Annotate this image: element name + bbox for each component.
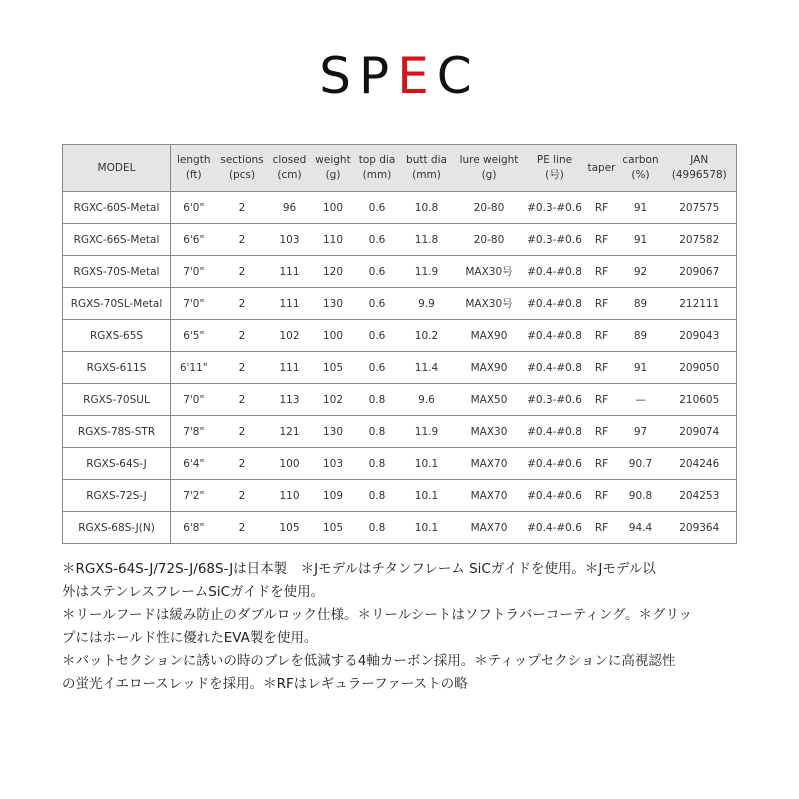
table-cell: 0.6 [355,288,400,320]
column-header [585,145,619,192]
table-cell: 2 [217,416,268,448]
table-cell: #0.4-#0.8 [525,416,585,448]
column-header-label: taper [587,161,616,174]
table-cell: MAX90 [454,320,525,352]
column-header [312,145,355,192]
table-cell: #0.3-#0.6 [525,384,585,416]
table-cell: 110 [312,224,355,256]
table-cell: 207582 [663,224,737,256]
table-cell: 91 [619,224,663,256]
table-row [63,384,737,416]
table-cell: 2 [217,288,268,320]
note-line: プにはホールド性に優れたEVA製を使用。 [62,630,318,646]
table-cell: 102 [312,384,355,416]
table-cell: 0.6 [355,256,400,288]
column-header-unit: (号) [545,169,564,181]
table-cell: 105 [268,512,312,544]
table-row [63,320,737,352]
table-cell: 89 [619,320,663,352]
note-line: 外はステンレスフレームSiCガイドを使用。 [62,584,325,600]
model-cell: RGXC-66S-Metal [63,224,171,256]
table-cell: #0.4-#0.8 [525,320,585,352]
table-cell: RF [585,320,619,352]
column-header-label: length [177,154,211,166]
table-cell: 111 [268,288,312,320]
table-row [63,352,737,384]
table-cell: 204253 [663,480,737,512]
table-cell: MAX70 [454,512,525,544]
table-cell: 111 [268,256,312,288]
table-cell: 11.4 [400,352,454,384]
column-header-unit: (g) [325,169,341,181]
table-cell: #0.3-#0.6 [525,192,585,224]
model-cell: RGXS-70S-Metal [63,256,171,288]
table-cell: 92 [619,256,663,288]
table-cell: 0.6 [355,192,400,224]
table-cell: 7'8" [171,416,217,448]
table-cell: 6'8" [171,512,217,544]
table-cell: 10.8 [400,192,454,224]
column-header-unit: (%) [631,169,650,181]
column-header [355,145,400,192]
model-cell: RGXS-68S-J(N) [63,512,171,544]
table-cell: 100 [312,192,355,224]
table-cell: 89 [619,288,663,320]
column-header-unit: (ft) [185,169,202,181]
table-cell: #0.4-#0.6 [525,448,585,480]
table-cell: 209067 [663,256,737,288]
table-cell: 0.6 [355,352,400,384]
table-cell: 209364 [663,512,737,544]
title-part3: C [436,47,480,105]
column-header-label: butt dia [406,154,447,166]
column-header [619,145,663,192]
table-cell: #0.3-#0.6 [525,224,585,256]
table-cell: #0.4-#0.8 [525,256,585,288]
column-header-label: top dia [358,154,396,166]
table-row [63,192,737,224]
table-cell: 20-80 [454,192,525,224]
table-cell: RF [585,384,619,416]
table-cell: 91 [619,352,663,384]
table-cell: 105 [312,512,355,544]
table-cell: MAX70 [454,448,525,480]
table-cell: #0.4-#0.6 [525,512,585,544]
column-header-unit: (cm) [277,169,302,181]
table-cell: MAX70 [454,480,525,512]
table-cell: 6'0" [171,192,217,224]
table-cell: MAX90 [454,352,525,384]
table-cell: 9.6 [400,384,454,416]
table-cell: #0.4-#0.8 [525,288,585,320]
table-cell: 209074 [663,416,737,448]
table-cell: 103 [268,224,312,256]
table-cell: 0.8 [355,416,400,448]
note-line: の蛍光イエロースレッドを採用。＊RFはレギュラーファーストの略 [62,676,468,692]
table-cell: RF [585,224,619,256]
table-cell: 204246 [663,448,737,480]
table-row [63,480,737,512]
column-header-unit: (mm) [362,169,392,181]
table-cell: 97 [619,416,663,448]
title-accent-letter: E [397,47,437,105]
table-cell: 11.8 [400,224,454,256]
table-cell: 7'2" [171,480,217,512]
table-cell: 7'0" [171,256,217,288]
table-cell: 6'5" [171,320,217,352]
table-cell: 91 [619,192,663,224]
table-cell: 10.1 [400,448,454,480]
column-header-label: sections [220,154,264,166]
table-cell: 212111 [663,288,737,320]
table-cell: 0.6 [355,224,400,256]
table-row [63,512,737,544]
table-cell: 2 [217,256,268,288]
page-title [0,48,799,104]
table-cell: 90.8 [619,480,663,512]
table-cell: — [619,384,663,416]
table-cell: RF [585,352,619,384]
model-cell: RGXS-611S [63,352,171,384]
table-cell: 109 [312,480,355,512]
table-cell: 103 [312,448,355,480]
table-cell: 0.8 [355,512,400,544]
table-cell: 7'0" [171,288,217,320]
table-cell: RF [585,192,619,224]
table-cell: 102 [268,320,312,352]
note-line: ＊RGXS-64S-J/72S-J/68S-Jは日本製 ＊Jモデルはチタンフレーム SiCガイドを使用。＊Jモデル以 [62,561,656,577]
column-header [454,145,525,192]
table-cell: MAX50 [454,384,525,416]
table-cell: 113 [268,384,312,416]
table-cell: 207575 [663,192,737,224]
table-cell: RF [585,448,619,480]
table-cell: 130 [312,288,355,320]
model-cell: RGXS-78S-STR [63,416,171,448]
column-header-unit: (4996578) [671,169,727,181]
table-cell: 111 [268,352,312,384]
column-header-label: MODEL [97,161,136,174]
column-header [217,145,268,192]
table-cell: RF [585,288,619,320]
table-cell: 2 [217,192,268,224]
table-cell: 120 [312,256,355,288]
table-cell: 11.9 [400,416,454,448]
table-row [63,416,737,448]
table-cell: 2 [217,448,268,480]
table-cell: 105 [312,352,355,384]
table-row [63,256,737,288]
model-cell: RGXS-64S-J [63,448,171,480]
note-line: ＊リールフードは緩み防止のダブルロック仕様。＊リールシートはソフトラバーコーティング。＊グリッ [62,607,692,623]
table-cell: 10.1 [400,480,454,512]
table-cell: 110 [268,480,312,512]
model-cell: RGXS-70SUL [63,384,171,416]
table-cell: 210605 [663,384,737,416]
model-cell: RGXS-70SL-Metal [63,288,171,320]
table-cell: 0.8 [355,448,400,480]
table-cell: RF [585,416,619,448]
table-cell: 0.8 [355,384,400,416]
note-line: ＊バットセクションに誘いの時のブレを低減する4軸カーボン採用。＊ティップセクションに高視認性 [62,653,676,669]
column-header [525,145,585,192]
table-cell: 94.4 [619,512,663,544]
table-row [63,288,737,320]
table-cell: 6'6" [171,224,217,256]
table-cell: 6'4" [171,448,217,480]
model-cell: RGXS-72S-J [63,480,171,512]
column-header [663,145,737,192]
table-cell: MAX30号 [454,288,525,320]
table-cell: 9.9 [400,288,454,320]
column-header [171,145,217,192]
column-header [268,145,312,192]
table-cell: #0.4-#0.6 [525,480,585,512]
column-header-unit: (pcs) [228,169,256,181]
table-row [63,224,737,256]
column-header-label: PE line [536,154,573,166]
table-cell: 2 [217,352,268,384]
table-cell: MAX30号 [454,256,525,288]
column-header-label: closed [272,154,307,166]
table-cell: RF [585,256,619,288]
table-cell: 121 [268,416,312,448]
table-cell: 130 [312,416,355,448]
table-cell: RF [585,512,619,544]
column-header-label: carbon [622,154,659,166]
column-header-unit: (g) [481,169,497,181]
table-cell: 7'0" [171,384,217,416]
table-cell: 100 [268,448,312,480]
model-cell: RGXC-60S-Metal [63,192,171,224]
table-cell: 2 [217,480,268,512]
table-cell: 20-80 [454,224,525,256]
model-cell: RGXS-65S [63,320,171,352]
table-cell: 2 [217,512,268,544]
table-cell: 10.1 [400,512,454,544]
table-row [63,448,737,480]
spec-table-body [63,192,737,544]
notes [62,558,742,696]
column-header-label: JAN [690,154,709,166]
table-cell: RF [585,480,619,512]
table-cell: 96 [268,192,312,224]
column-header [400,145,454,192]
column-header [63,145,171,192]
table-cell: #0.4-#0.8 [525,352,585,384]
title-part1: SP [319,47,398,105]
table-cell: 6'11" [171,352,217,384]
table-cell: 11.9 [400,256,454,288]
table-cell: 2 [217,320,268,352]
table-cell: 100 [312,320,355,352]
table-cell: 0.6 [355,320,400,352]
table-cell: 90.7 [619,448,663,480]
spec-header-row [63,145,737,192]
column-header-label: weight [315,154,351,166]
table-cell: 0.8 [355,480,400,512]
table-cell: 10.2 [400,320,454,352]
table-cell: MAX30 [454,416,525,448]
table-cell: 209043 [663,320,737,352]
table-cell: 2 [217,224,268,256]
spec-table [62,144,737,544]
table-cell: 209050 [663,352,737,384]
column-header-label: lure weight [459,154,519,166]
table-cell: 2 [217,384,268,416]
column-header-unit: (mm) [412,169,441,181]
